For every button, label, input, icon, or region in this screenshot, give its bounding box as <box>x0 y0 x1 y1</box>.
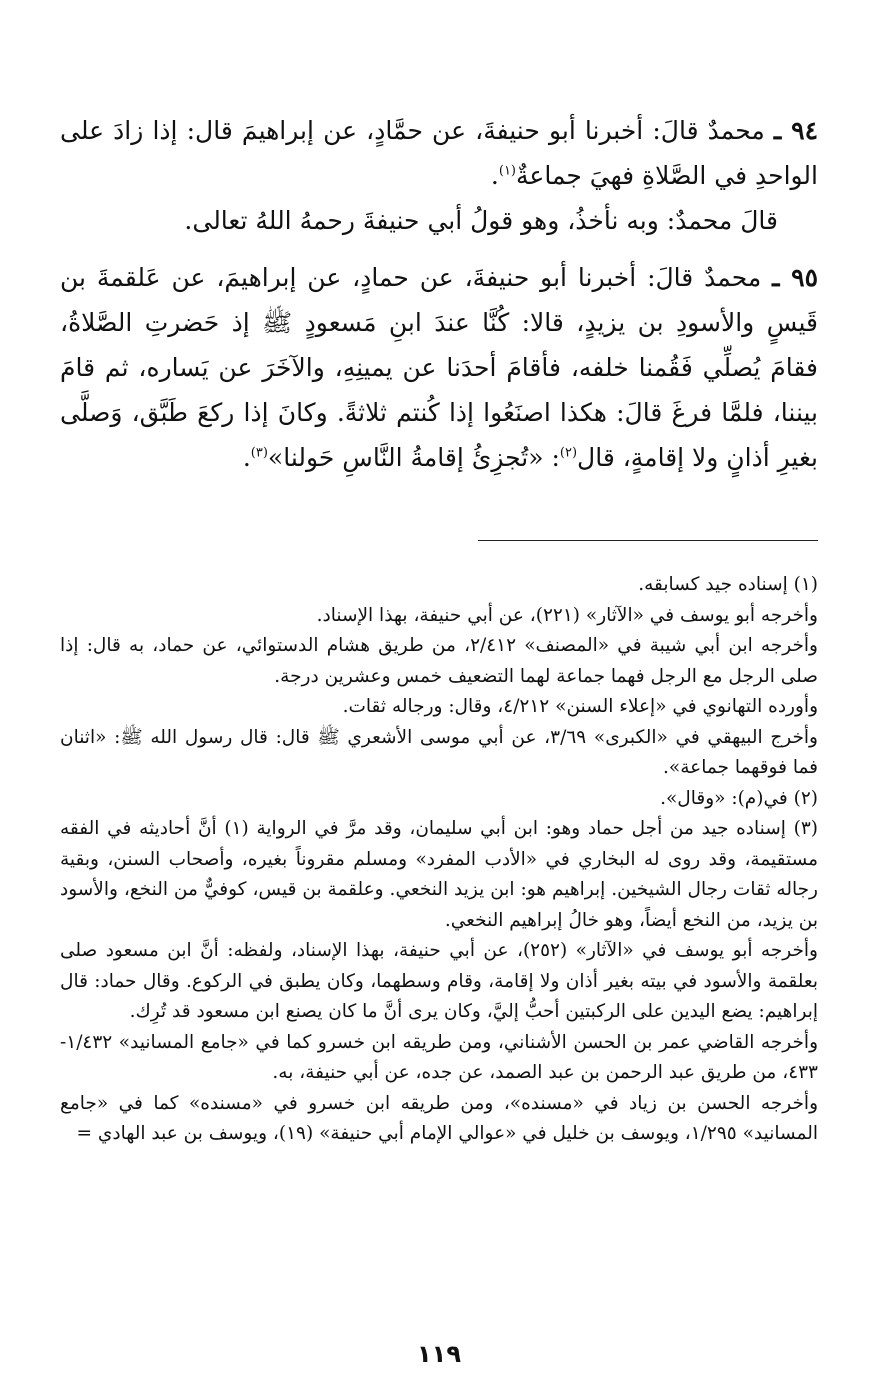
footnote-line: وأخرجه الحسن بن زياد في «مسنده»، ومن طريقه ابن خسرو في «مسنده» كما في «جامع المسانيد» ١/٢٩٥، ويوسف بن خليل في «عوالي الإمام أبي حنيفة» (١٩)، ويوسف بن عبد الهادي = <box>60 1092 819 1144</box>
footnote-line: وأخرجه ابن أبي شيبة في «المصنف» ٢/٤١٢، من طريق هشام الدستوائي، عن حماد، به قال: إذا صلى الرجل مع الرجل فهما جماعة لهما التضعيف خمس وعشرين درجة. <box>60 635 818 687</box>
punctuation: . <box>490 161 499 190</box>
footnotes <box>60 570 818 1150</box>
page-number: ١١٩ <box>417 1340 461 1368</box>
footnote-separator <box>478 540 818 541</box>
footnote-line: (١) إسناده جيد كسابقه. <box>638 574 818 595</box>
hadith-text-continued: : «تُجزِئُ إقامةُ النَّاسِ حَولنا» <box>267 443 560 472</box>
footnote-line: (٣) إسناده جيد من أجل حماد وهو: ابن أبي سليمان، وقد مرَّ في الرواية (١) أنَّ أحاديثه في الفقه مستقيمة، وقد روى له البخاري في «الأدب المفرد» ومسلم مقروناً بغيره، وأصحاب السنن، وبقية رجاله ثقات رجال الشيخين. إبراهيم هو: ابن يزيد النخعي. وعلقمة بن قيس، كوفيٌّ من النخع، والأسود بن يزيد، من النخع أيضاً، وهو خالُ إبراهيم النخعي. <box>60 818 818 931</box>
hadith-number: ٩٥ ـ <box>772 263 818 292</box>
author-comment: قالَ محمدٌ: وبه نأخذُ، وهو قولُ أبي حنيفةَ رحمهُ اللهُ تعالى. <box>184 206 778 235</box>
footnote-line: وأخرجه أبو يوسف في «الآثار» (٢٥٢)، عن أبي حنيفة، بهذا الإسناد، ولفظه: أنَّ ابن مسعود صلى بعلقمة والأسود في بيته بغير أذان ولا إقامة، وقام وسطهما، وكان يطبق في الركوع. وقال حماد: قال إبراهيم: يضع اليدين على الركبتين أحبُّ إليَّ، وكان يرى أنَّ ما كان يصنع ابن مسعود قد تُرِك. <box>60 940 818 1022</box>
footnote-line: وأخرج البيهقي في «الكبرى» ٣/٦٩، عن أبي موسى الأشعري ﷺ قال: قال رسول الله ﷺ: «اثنان فما فوقهما جماعة». <box>60 726 818 778</box>
book-page <box>60 108 818 1387</box>
footnote-line: وأخرجه أبو يوسف في «الآثار» (٢٢١)، عن أبي حنيفة، بهذا الإسناد. <box>316 604 818 626</box>
hadith-text: محمدٌ قالَ: أخبرنا أبو حنيفةَ، عن حمادٍ، عن إبراهيمَ، عن عَلقمةَ بن قَيسٍ والأسودِ بن يزيدٍ، قالا: كُنَّا عندَ ابنِ مَسعودٍ ﷺ إذ حَضرتِ الصَّلاةُ، فقامَ يُصلِّي فَقُمنا خلفه، فأقامَ أحدَنا عن يمينِهِ، والآخَرَ عن يَساره، ثم قامَ بيننا، فلمَّا فرغَ قالَ: هكذا اصنَعُوا إذا كُنتم ثلاثةً. وكانَ إذا ركعَ طَبَّق، وَصلَّى بغيرِ أذانٍ ولا إقامةٍ، قال <box>60 263 818 472</box>
hadith-95 <box>60 255 818 480</box>
punctuation: . <box>242 443 251 472</box>
main-text <box>60 108 818 480</box>
footnote-ref: (٣) <box>250 445 268 461</box>
hadith-number: ٩٤ ـ <box>773 116 819 145</box>
hadith-94 <box>60 108 818 198</box>
footnote-ref: (٢) <box>559 445 578 461</box>
footnote-line: (٢) في(م): «وقال». <box>660 787 818 809</box>
footnote-line: وأخرجه القاضي عمر بن الحسن الأشناني، ومن طريقه ابن خسرو كما في «جامع المسانيد» ١/٤٣٢- ٤٣٣، من طريق عبد الرحمن بن عبد الصمد، عن جده، عن أبي حنيفة، به. <box>60 1031 818 1083</box>
hadith-text: محمدٌ قالَ: أخبرنا أبو حنيفةَ، عن حمَّادٍ، عن إبراهيمَ قال: إذا زادَ على الواحدِ في الصَّلاةِ فهيَ جماعةٌ <box>60 116 818 190</box>
footnote-line: وأورده التهانوي في «إعلاء السنن» ٤/٢١٢، وقال: ورجاله ثقات. <box>342 696 818 717</box>
footnote-ref: (١) <box>498 163 516 179</box>
